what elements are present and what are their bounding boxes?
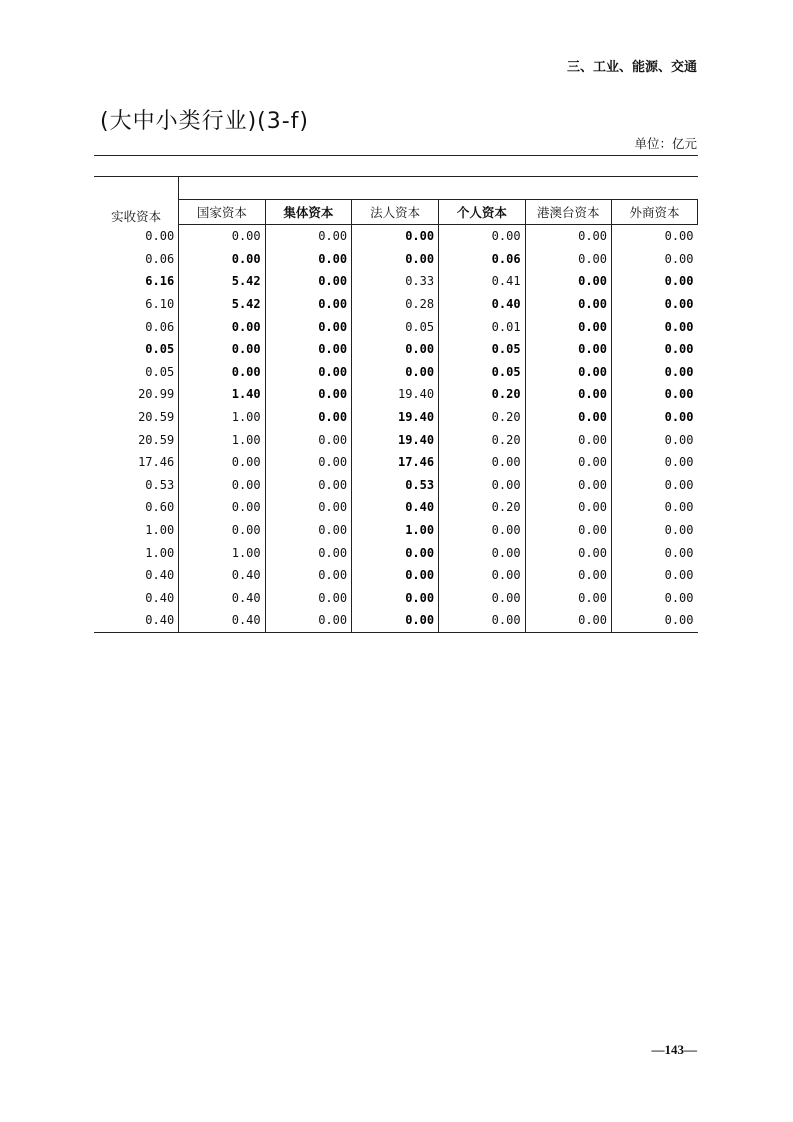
table-cell: 0.00 [664, 297, 694, 312]
table-cell: 0.00 [179, 225, 265, 248]
column-header: 外商资本 [612, 200, 698, 225]
table-cell: 0.20 [439, 428, 525, 451]
table-cell: 0.00 [525, 496, 611, 519]
table-row [94, 293, 698, 316]
table-cell: 0.00 [352, 338, 439, 361]
table-cell: 0.05 [439, 338, 525, 361]
table-cell: 0.00 [525, 587, 611, 610]
table-cell: 0.00 [525, 519, 611, 542]
page-number: —143— [651, 1042, 697, 1057]
table-cell: 0.00 [525, 293, 611, 316]
table-cell: 0.00 [352, 541, 439, 564]
cell-paid-in-capital: 1.00 [94, 541, 179, 564]
table-cell: 19.40 [352, 406, 439, 429]
table-cell: 0.00 [525, 541, 611, 564]
unit-label: 单位：亿元 [634, 136, 697, 151]
table-cell: 0.00 [265, 609, 351, 632]
table-cell: 0.00 [525, 383, 611, 406]
table-cell: 0.00 [525, 451, 611, 474]
table-cell: 0.00 [664, 500, 694, 515]
cell-paid-in-capital: 20.99 [94, 383, 179, 406]
table-top-row [94, 177, 698, 200]
table-cell: 0.00 [664, 568, 694, 583]
table-cell: 0.00 [265, 248, 351, 271]
cell-paid-in-capital: 0.40 [94, 609, 179, 632]
table-cell: 0.00 [179, 315, 265, 338]
capital-table [94, 176, 698, 633]
table-cell: 0.00 [179, 451, 265, 474]
table-cell: 0.05 [352, 315, 439, 338]
table-cell: 0.00 [664, 523, 694, 538]
table-cell: 0.33 [352, 270, 439, 293]
table-cell: 0.00 [439, 225, 525, 248]
table-cell: 0.40 [179, 564, 265, 587]
table-cell: 0.00 [265, 338, 351, 361]
table-row [94, 406, 698, 429]
table-cell: 0.00 [525, 564, 611, 587]
chapter-header: 三、工业、能源、交通 [566, 60, 697, 75]
table-cell: 0.00 [525, 474, 611, 497]
table-cell: 0.00 [179, 338, 265, 361]
cell-paid-in-capital: 0.06 [94, 248, 179, 271]
table-cell: 0.00 [179, 474, 265, 497]
table-cell: 0.00 [265, 587, 351, 610]
table-cell: 0.00 [525, 248, 611, 271]
cell-paid-in-capital: 1.00 [94, 519, 179, 542]
table-cell: 1.00 [179, 428, 265, 451]
table-cell: 0.06 [439, 248, 525, 271]
cell-paid-in-capital: 0.00 [94, 225, 179, 248]
table-cell: 0.20 [439, 496, 525, 519]
table-cell: 0.00 [179, 248, 265, 271]
cell-paid-in-capital: 0.06 [94, 315, 179, 338]
table-cell: 0.00 [664, 387, 694, 402]
table-cell: 0.00 [525, 609, 611, 632]
table-cell: 0.00 [265, 361, 351, 384]
table-row [94, 361, 698, 384]
table-cell: 0.00 [265, 519, 351, 542]
table-row [94, 248, 698, 271]
table-cell: 0.00 [664, 364, 694, 379]
table-cell: 0.00 [664, 251, 694, 266]
title-rule [94, 155, 698, 156]
table-cell: 0.00 [265, 496, 351, 519]
cell-paid-in-capital: 0.60 [94, 496, 179, 519]
table-cell: 0.00 [525, 225, 611, 248]
header-spacer [179, 177, 698, 200]
cell-paid-in-capital: 6.16 [94, 270, 179, 293]
column-header: 个人资本 [439, 200, 525, 225]
column-header-row [94, 200, 698, 225]
table-cell: 0.20 [439, 383, 525, 406]
table-cell: 0.00 [664, 274, 694, 289]
table-cell: 0.00 [352, 248, 439, 271]
table-cell: 0.00 [352, 225, 439, 248]
table-cell: 0.00 [439, 609, 525, 632]
cell-paid-in-capital: 0.40 [94, 587, 179, 610]
table-cell: 0.00 [664, 342, 694, 357]
table-cell: 0.40 [352, 496, 439, 519]
table-cell: 1.00 [352, 519, 439, 542]
table-row [94, 428, 698, 451]
table-cell: 0.00 [265, 428, 351, 451]
table-cell: 5.42 [179, 270, 265, 293]
cell-paid-in-capital: 20.59 [94, 428, 179, 451]
table-cell: 0.00 [439, 587, 525, 610]
column-header: 港澳台资本 [525, 200, 611, 225]
table-cell: 1.40 [179, 383, 265, 406]
table-row [94, 225, 698, 248]
table-cell: 0.00 [664, 432, 694, 447]
table-cell: 0.20 [439, 406, 525, 429]
table-cell: 0.00 [179, 496, 265, 519]
table-cell: 0.00 [439, 451, 525, 474]
table-cell: 0.00 [439, 519, 525, 542]
table-cell: 0.00 [265, 270, 351, 293]
column-header: 国家资本 [179, 200, 265, 225]
table-cell: 0.00 [664, 410, 694, 425]
table-row [94, 564, 698, 587]
table-cell: 1.00 [179, 541, 265, 564]
table-cell: 0.00 [265, 225, 351, 248]
table-cell: 0.01 [439, 315, 525, 338]
table-row [94, 338, 698, 361]
table-cell: 0.28 [352, 293, 439, 316]
table-cell: 0.40 [179, 587, 265, 610]
cell-paid-in-capital: 6.10 [94, 293, 179, 316]
table-cell: 0.00 [179, 519, 265, 542]
table-cell: 0.00 [664, 477, 694, 492]
cell-paid-in-capital: 20.59 [94, 406, 179, 429]
table-cell: 0.00 [265, 315, 351, 338]
table-cell: 0.00 [265, 474, 351, 497]
table-cell: 0.00 [664, 455, 694, 470]
table-row [94, 270, 698, 293]
table-cell: 0.00 [664, 590, 694, 605]
page-title: (大中小类行业)(3-f) [100, 109, 310, 134]
cell-paid-in-capital: 17.46 [94, 451, 179, 474]
table-cell: 0.00 [439, 564, 525, 587]
table-cell: 0.00 [525, 406, 611, 429]
table-cell: 0.00 [525, 315, 611, 338]
table-cell: 0.00 [179, 361, 265, 384]
table-cell: 0.00 [265, 293, 351, 316]
table-row [94, 496, 698, 519]
table-cell: 0.41 [439, 270, 525, 293]
table-cell: 0.00 [352, 361, 439, 384]
table-cell: 1.00 [179, 406, 265, 429]
table-row [94, 383, 698, 406]
column-header: 法人资本 [352, 200, 439, 225]
table-cell: 0.00 [352, 564, 439, 587]
table-row [94, 315, 698, 338]
table-cell: 0.05 [439, 361, 525, 384]
table-cell: 0.00 [664, 545, 694, 560]
cell-paid-in-capital: 0.53 [94, 474, 179, 497]
header-paid-in-capital [94, 177, 179, 225]
table-cell: 0.00 [352, 587, 439, 610]
table-cell: 0.00 [525, 270, 611, 293]
table-cell: 0.00 [265, 383, 351, 406]
table-row [94, 519, 698, 542]
table-cell: 0.00 [439, 541, 525, 564]
table-cell: 5.42 [179, 293, 265, 316]
table-row [94, 587, 698, 610]
table-cell: 19.40 [352, 428, 439, 451]
table-cell: 0.00 [664, 229, 694, 244]
cell-paid-in-capital: 0.05 [94, 361, 179, 384]
table-cell: 0.00 [265, 564, 351, 587]
table-cell: 0.00 [265, 451, 351, 474]
column-header: 集体资本 [265, 200, 351, 225]
table-row [94, 474, 698, 497]
table-cell: 0.00 [352, 609, 439, 632]
table-row [94, 541, 698, 564]
table-cell: 0.00 [525, 428, 611, 451]
table-cell: 0.00 [525, 338, 611, 361]
table-cell: 17.46 [352, 451, 439, 474]
cell-paid-in-capital: 0.05 [94, 338, 179, 361]
table-cell: 0.00 [439, 474, 525, 497]
cell-paid-in-capital: 0.40 [94, 564, 179, 587]
table-cell: 0.00 [612, 609, 698, 632]
table-row [94, 451, 698, 474]
table-cell: 19.40 [352, 383, 439, 406]
table-row [94, 609, 698, 632]
table-cell: 0.00 [265, 541, 351, 564]
table-body [94, 225, 698, 633]
table-cell: 0.53 [352, 474, 439, 497]
table-cell: 0.00 [525, 361, 611, 384]
table-cell: 0.40 [179, 609, 265, 632]
table-cell: 0.00 [265, 406, 351, 429]
table-cell: 0.40 [439, 293, 525, 316]
table-cell: 0.00 [664, 319, 694, 334]
header-paid-in-capital-label: 实收资本 [111, 208, 162, 224]
